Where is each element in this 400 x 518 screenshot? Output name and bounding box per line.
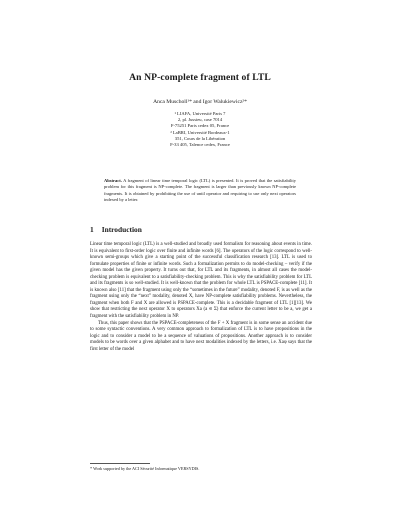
- affiliation-line: 2, pl. Jussieu, case 7014: [177, 117, 223, 123]
- abstract-label: Abstract.: [104, 178, 122, 183]
- paper-authors: Anca Muscholl¹* and Igor Walukiewicz²*: [153, 99, 247, 105]
- paragraph: Linear time temporal logic (LTL) is a well-studied and broadly used formalism for reasoning about events in time. It is equivalent to first-order logic over finite and infinite words [6]. The operators of the logic correspond to well-known semi-groups which give a starting point of the successful classification research [13]. LTL is used to formulate properties of finite or infinite words. Such a formalization permits to do model-checking – verify if the given model has the given property. It turns out that, for LTL and its fragments, in almost all cases the model-checking problem is equivalent to a satisfiability-checking problem. This is why the satisfiability problem for LTL and its fragments is so well-studied. It is well-known that the problem for whole LTL is PSPACE-complete [11]. It is known also [11] that the fragment using only the “sometimes in the future” modality, denoted F, is as well as the fragment using only the “next” modality, denoted X, have NP-complete satisfiability problems. Nevertheless, the fragment when both F and X are allowed is PSPACE-complete. This is a decidable fragment of LTL [1][13]. We show that restricting the next operator X to operators Xa (a ∈ Σ) that enforce the current letter to be a, we get a fragment with the satisfiability problem in NP.: [90, 242, 312, 320]
- footnote: * Work supported by the ACI Sécurité Informatique VERSYDIS.: [90, 466, 200, 471]
- affiliation-line: F-33 405, Talence cedex, France: [170, 142, 230, 148]
- affiliations: [0, 111, 400, 148]
- section-number: 1: [90, 225, 94, 234]
- affiliation-line: 351, Cours de la Libération: [174, 135, 226, 141]
- section-title: Introduction: [101, 225, 142, 234]
- section-heading: [90, 225, 330, 234]
- paragraph: Thus, this paper shows that the PSPACE-completeness of the F + X fragment is in some sense an accident due to some syntactic conventions. A very common approach to formalization of LTL is to have propositions in the logic and to consider a model to be a sequence of valuations of propositions. Another approach is to consider models to be words over a given alphabet and to have next modalities indexed by the letters, i.e. Xaφ says that the first letter of the model: [90, 320, 312, 352]
- affiliation-line: F-75251 Paris cedex 05, France: [170, 123, 230, 129]
- abstract-text: A fragment of linear time temporal logic (LTL) is presented. It is proved that the satisfiability problem for this fragment is NP-complete. The fragment is larger than previously known NP-complete fragments. It is obtained by prohibiting the use of until operator and requiring to use only next operators indexed by a letter.: [104, 178, 296, 202]
- abstract: [104, 178, 296, 203]
- affiliation-line: ¹ LIAFA, Université Paris 7: [174, 111, 226, 116]
- paper-title: An NP-complete fragment of LTL: [129, 72, 271, 83]
- footnote-rule: [90, 463, 150, 464]
- affiliation-line: ² LaBRI, Université Bordeaux-1: [170, 129, 230, 135]
- body-text: [90, 242, 312, 353]
